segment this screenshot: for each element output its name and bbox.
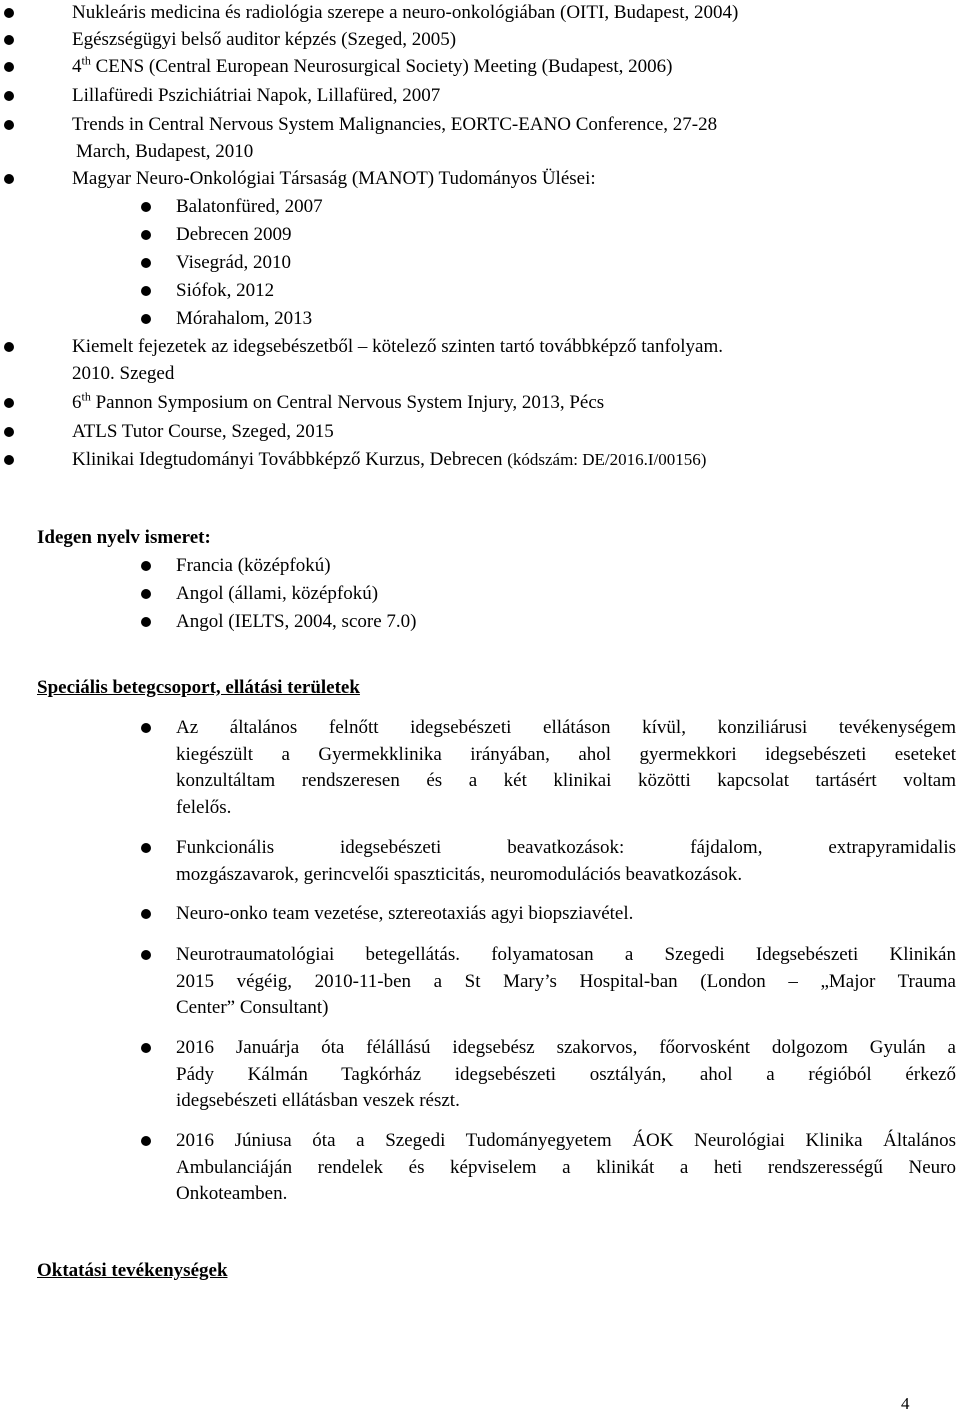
bullet-icon: [141, 561, 151, 571]
bullet-icon: [4, 455, 14, 465]
bullet-icon: [4, 8, 14, 18]
bullet-icon: [4, 342, 14, 352]
list-item: Nukleáris medicina és radiológia szerepe a neuro-onkológiában (OITI, Budapest, 2004): [72, 2, 739, 23]
bullet-icon: [4, 174, 14, 184]
bullet-icon: [4, 91, 14, 101]
bullet-icon: [141, 202, 151, 212]
bullet-icon: [141, 230, 151, 240]
special-paragraph-4: Neurotraumatológiai betegellátás. folyamatosan a Szegedi Idegsebészeti Klinikán 2015 végéig, 2010-11-ben a St Mary’s Hospital-ban (London – „Major Trauma Center” Consultant): [176, 944, 956, 1018]
special-paragraph-6: 2016 Júniusa óta a Szegedi Tudományegyetem ÁOK Neurológiai Klinika Általános Ambulanciáján rendelek és képviselem a klinikát a heti rendszerességű Neuro Onkoteamben.: [176, 1130, 956, 1204]
bullet-icon: [141, 258, 151, 268]
special-paragraph-5: 2016 Januárja óta félállású idegsebész szakorvos, főorvosként dolgozom Gyulán a Pády Kálmán Tagkórház idegsebészeti osztályán, ahol a régióból érkező idegsebészeti ellátásban veszek részt.: [176, 1037, 956, 1111]
bullet-icon: [141, 1136, 151, 1146]
bullet-icon: [4, 120, 14, 130]
bullet-icon: [141, 723, 151, 733]
teaching-heading: Oktatási tevékenységek: [37, 1260, 228, 1281]
list-item: Magyar Neuro-Onkológiai Társaság (MANOT) Tudományos Ülései:: [72, 168, 596, 189]
bullet-icon: [4, 398, 14, 408]
language-item: Francia (középfokú): [176, 555, 331, 576]
special-paragraph-3: Neuro-onko team vezetése, sztereotaxiás agyi biopsziavétel.: [176, 903, 634, 924]
special-paragraph-1: Az általános felnőtt idegsebészeti ellátáson kívül, konziliárusi tevékenységem kiegészült a Gyermekklinika irányában, ahol gyermekkori idegsebészeti eseteket konzultáltam rendszeresen és a két klinikai közötti kapcsolat tartásért voltam felelős.: [176, 717, 956, 818]
bullet-icon: [4, 62, 14, 72]
bullet-icon: [141, 314, 151, 324]
list-item: Lillafüredi Pszichiátriai Napok, Lillafüred, 2007: [72, 85, 441, 106]
bullet-icon: [141, 950, 151, 960]
list-item: Kiemelt fejezetek az idegsebészetből – kötelező szinten tartó továbbképző tanfolyam.: [72, 336, 724, 357]
list-item-continuation: 2010. Szeged: [72, 363, 175, 384]
list-item: 6th Pannon Symposium on Central Nervous System Injury, 2013, Pécs: [72, 389, 605, 413]
language-item: Angol (IELTS, 2004, score 7.0): [176, 611, 417, 632]
bullet-icon: [4, 35, 14, 45]
bullet-icon: [141, 617, 151, 627]
sublist-item: Debrecen 2009: [176, 224, 292, 245]
sublist-item: Siófok, 2012: [176, 280, 275, 301]
list-item: Egészségügyi belső auditor képzés (Szeged, 2005): [72, 29, 457, 50]
list-item: ATLS Tutor Course, Szeged, 2015: [72, 421, 334, 442]
bullet-icon: [141, 843, 151, 853]
special-heading: Speciális betegcsoport, ellátási területek: [37, 677, 360, 698]
list-item: Klinikai Idegtudományi Továbbképző Kurzus, Debrecen (kódszám: DE/2016.I/00156): [72, 449, 707, 470]
bullet-icon: [141, 909, 151, 919]
language-item: Angol (állami, középfokú): [176, 583, 379, 604]
languages-heading: Idegen nyelv ismeret:: [37, 527, 211, 548]
bullet-icon: [141, 589, 151, 599]
sublist-item: Mórahalom, 2013: [176, 308, 313, 329]
list-item: 4th CENS (Central European Neurosurgical Society) Meeting (Budapest, 2006): [72, 53, 673, 77]
special-paragraph-2: Funkcionális idegsebészeti beavatkozások: fájdalom, extrapyramidalis mozgászavarok, gerincvelői spaszticitás, neuromodulációs beavatkozások.: [176, 837, 956, 885]
bullet-icon: [141, 286, 151, 296]
bullet-icon: [4, 427, 14, 437]
page-number: 4: [901, 1394, 910, 1413]
sublist-item: Visegrád, 2010: [176, 252, 291, 273]
list-item-continuation: March, Budapest, 2010: [76, 141, 254, 162]
bullet-icon: [141, 1043, 151, 1053]
list-item: Trends in Central Nervous System Malignancies, EORTC-EANO Conference, 27-28: [72, 114, 718, 135]
sublist-item: Balatonfüred, 2007: [176, 196, 323, 217]
